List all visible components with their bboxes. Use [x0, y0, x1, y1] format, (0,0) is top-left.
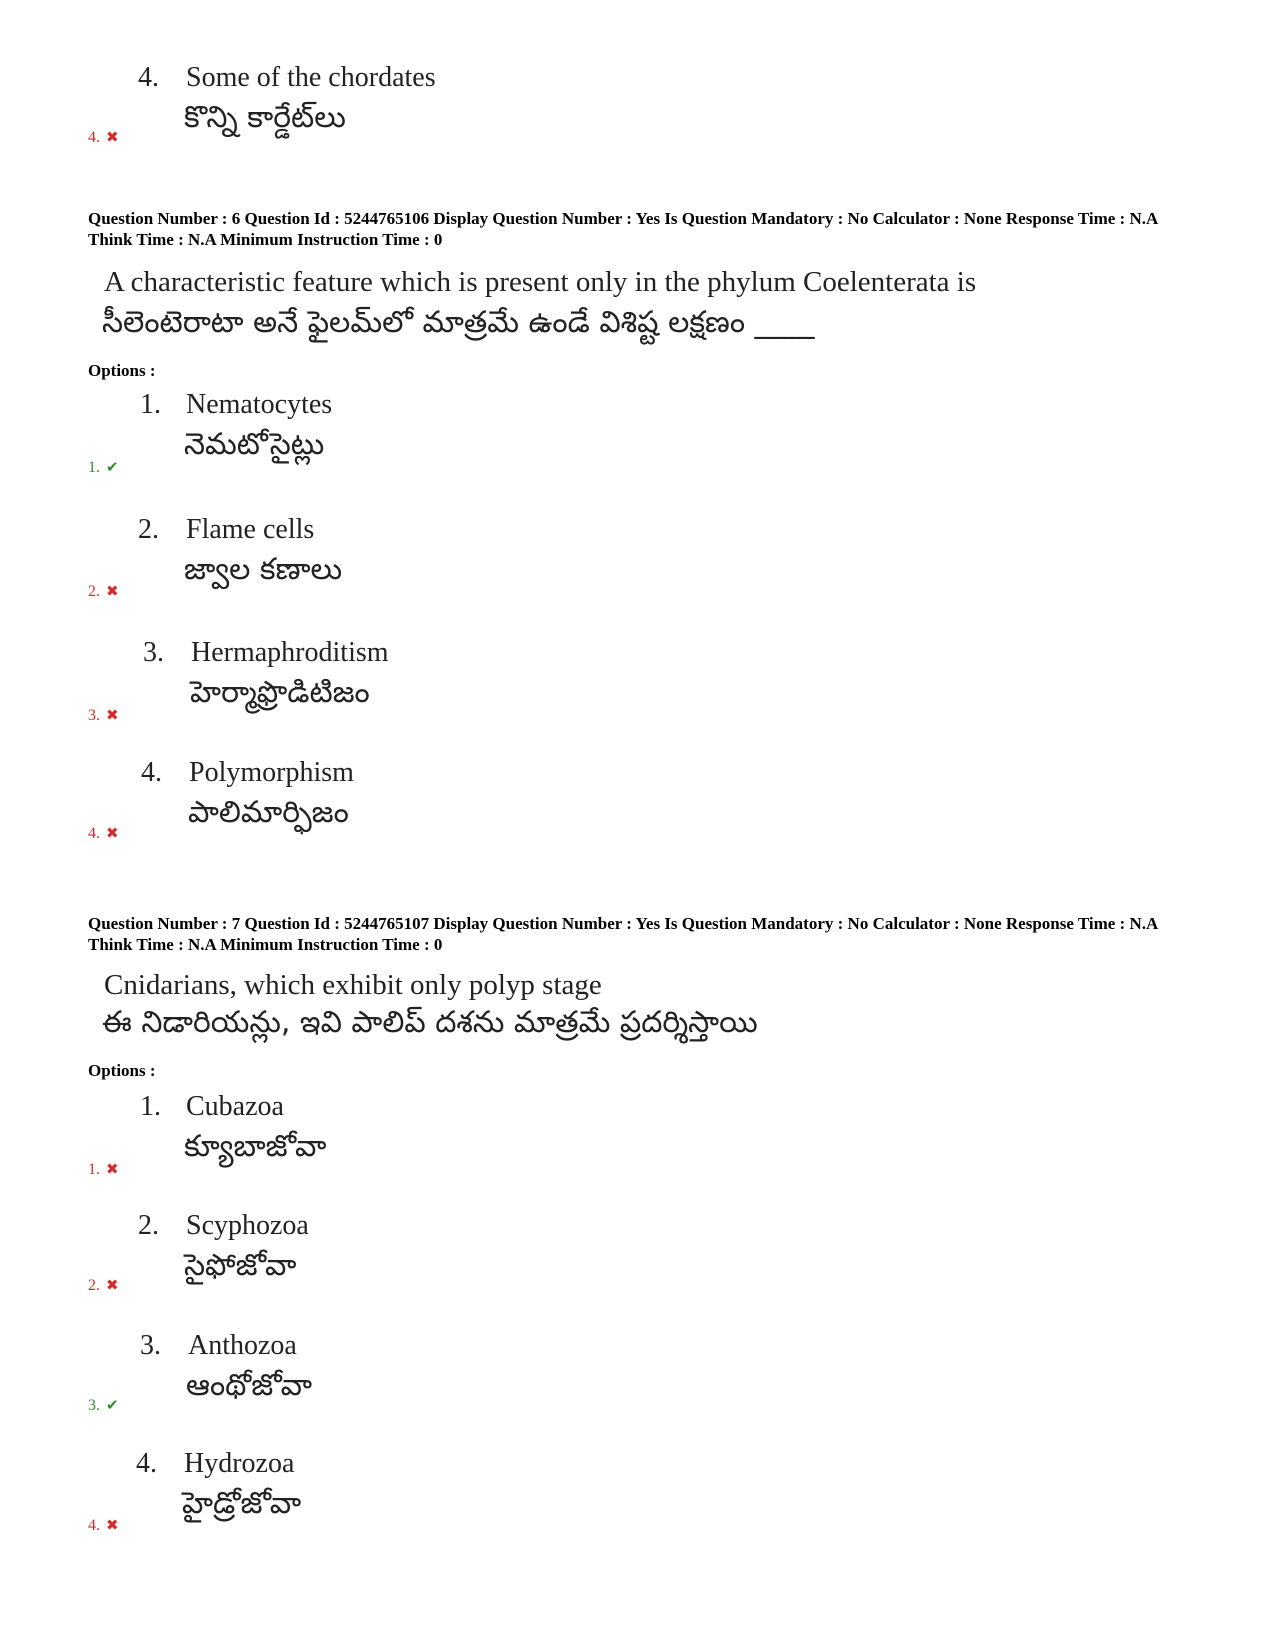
option-marker: [88, 1160, 119, 1179]
option-telugu: పాలిమార్ఫిజం: [188, 795, 349, 830]
option-english: Polymorphism: [189, 757, 354, 788]
question-text-telugu: ఈ నిడారియన్లు, ఇవి పాలిప్ దశను మాత్రమే ప్రదర్శిస్తాయి: [102, 1005, 758, 1040]
option-marker: [88, 582, 119, 601]
option-english: Cubazoa: [186, 1091, 284, 1122]
option-marker: [88, 1396, 119, 1415]
option-english: Flame cells: [186, 514, 315, 545]
option-english: Scyphozoa: [186, 1210, 309, 1241]
marker-label: 3.: [88, 707, 100, 724]
option-number: 2.: [138, 1210, 159, 1241]
option-telugu: హెర్మాఫ్రొడిటిజం: [190, 675, 370, 710]
option-english: Hydrozoa: [184, 1448, 295, 1479]
option-english: Hermaphroditism: [191, 637, 389, 668]
marker-label: 1.: [88, 1161, 100, 1178]
marker-label: 3.: [88, 1397, 100, 1414]
prev-option-telugu: కొన్ని కార్డేట్‌లు: [184, 100, 346, 135]
question-text-telugu: సీలెంటెరాటా అనే ఫైలమ్‌లో మాత్రమే ఉండే విశిష్ట లక్షణం ____: [102, 305, 815, 340]
option-number: 1.: [140, 389, 161, 420]
option-english: Nematocytes: [186, 389, 333, 420]
prev-option-number: 4.: [138, 62, 159, 93]
option-telugu: నెమటోసైట్లు: [184, 427, 325, 462]
cross-icon: ✖: [106, 1276, 119, 1294]
options-label: Options :: [88, 1061, 156, 1080]
option-telugu: జ్వాల కణాలు: [184, 552, 343, 587]
option-number: 3.: [143, 637, 164, 668]
option-marker: [88, 706, 119, 725]
question-text-english: A characteristic feature which is present only in the phylum Coelenterata is: [104, 266, 977, 298]
cross-icon: ✖: [106, 824, 119, 842]
option-telugu: ఆంథోజోవా: [186, 1368, 313, 1403]
marker-label: 1.: [88, 459, 100, 476]
marker-label: 2.: [88, 583, 100, 600]
option-number: 3.: [140, 1330, 161, 1361]
question-meta: Question Number : 7 Question Id : 5244765107 Display Question Number : Yes Is Question Mandatory : No Calculator : None Response Time : N.A Think Time : N.A Minimum Instruction Time : 0: [88, 914, 1158, 954]
prev-option-marker: [88, 128, 119, 147]
option-telugu: సైఫోజోవా: [184, 1248, 297, 1283]
marker-label: 2.: [88, 1277, 100, 1294]
option-marker: [88, 1276, 119, 1295]
question-meta: Question Number : 6 Question Id : 5244765106 Display Question Number : Yes Is Question Mandatory : No Calculator : None Response Time : N.A Think Time : N.A Minimum Instruction Time : 0: [88, 209, 1158, 249]
question-text-english: Cnidarians, which exhibit only polyp stage: [104, 969, 602, 1001]
option-marker: [88, 824, 119, 843]
option-number: 4.: [141, 757, 162, 788]
option-number: 1.: [140, 1091, 161, 1122]
option-telugu: క్యూబాజోవా: [184, 1129, 327, 1164]
check-icon: ✔: [106, 458, 119, 476]
cross-icon: ✖: [106, 582, 119, 600]
cross-icon: ✖: [106, 1160, 119, 1178]
marker-label: 4.: [88, 825, 100, 842]
options-label: Options :: [88, 361, 156, 380]
check-icon: ✔: [106, 1396, 119, 1414]
marker-label: 4.: [88, 1517, 100, 1534]
marker-label: 4.: [88, 129, 100, 146]
option-telugu: హైడ్రోజోవా: [182, 1486, 302, 1521]
option-marker: [88, 1516, 119, 1535]
cross-icon: ✖: [106, 706, 119, 724]
option-english: Anthozoa: [188, 1330, 297, 1361]
cross-icon: ✖: [106, 128, 119, 146]
option-number: 2.: [138, 514, 159, 545]
cross-icon: ✖: [106, 1516, 119, 1534]
option-number: 4.: [136, 1448, 157, 1479]
prev-option-english: Some of the chordates: [186, 62, 436, 93]
option-marker: [88, 458, 119, 477]
